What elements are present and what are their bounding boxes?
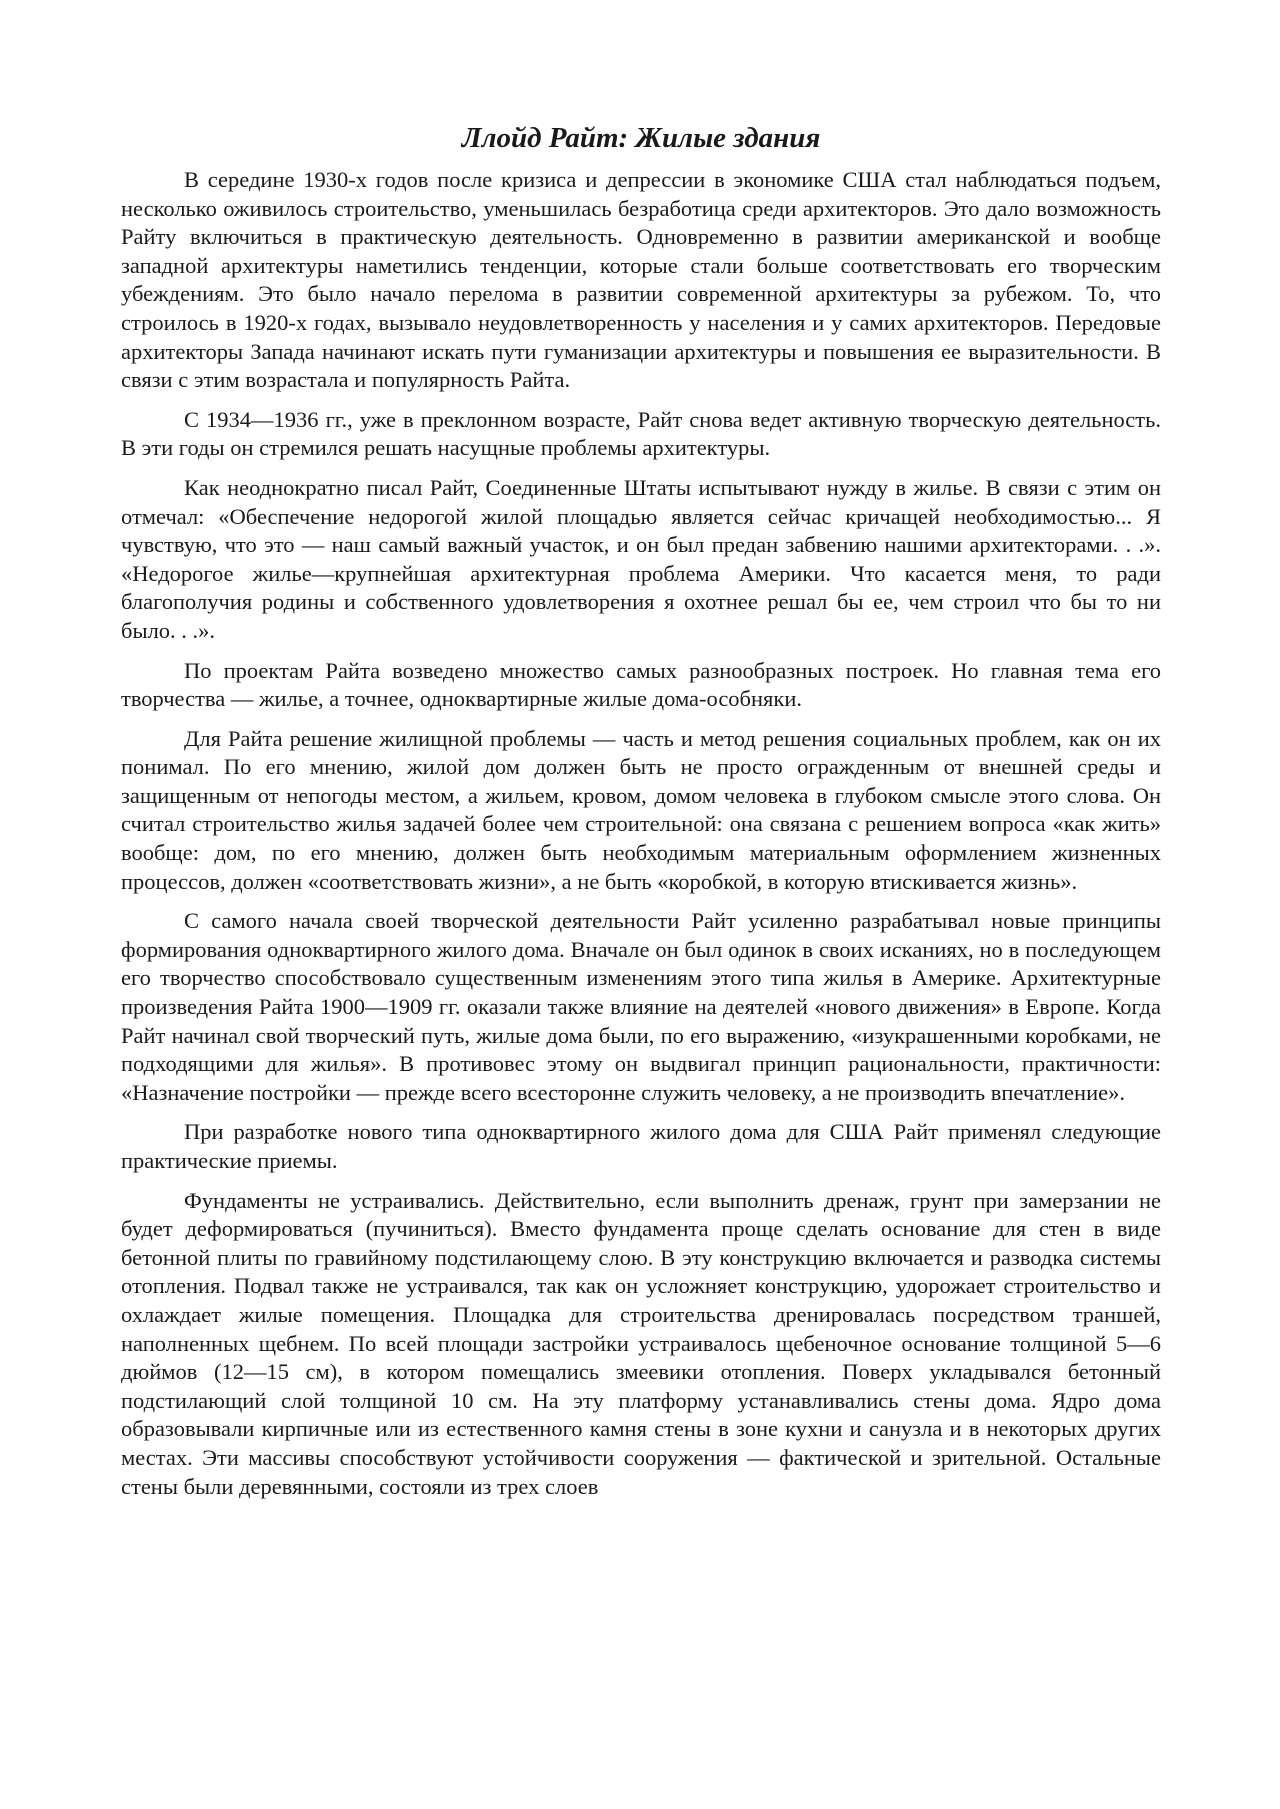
paragraph-8: Фундаменты не устраивались. Действительно, если выполнить дренаж, грунт при замерзании не будет деформироваться (пучиниться). Вместо фундамента проще сделать основание для стен в виде бетонной плиты по гравийному подстилающему слою. В эту конструкцию включается и разводка системы отопления. Подвал также не устраивался, так как он усложняет конструкцию, удорожает строительство и охлаждает жилые помещения. Площадка для строительства дренировалась посредством траншей, наполненных щебнем. По всей площади застройки устраивалось щебеночное основание толщиной 5—6 дюймов (12—15 см), в котором помещались змеевики отопления. Поверх укладывался бетонный подстилающий слой толщиной 10 см. На эту платформу устанавливались стены дома. Ядро дома образовывали кирпичные или из естественного камня стены в зоне кухни и санузла и в некоторых других местах. Эти массивы способствуют устойчивости сооружения — фактической и зрительной. Остальные стены были деревянными, состояли из трех слоев <box>121 1187 1161 1499</box>
document-title: Ллойд Райт: Жилые здания <box>461 122 821 154</box>
paragraph-1: В середине 1930-х годов после кризиса и депрессии в экономике США стал наблюдаться подъем, несколько оживилось строительство, уменьшилась безработица среди архитекторов. Это дало возможность Райту включиться в практическую деятельность. Одновременно в развитии американской и вообще западной архитектуры наметились тенденции, которые стали больше соответствовать его творческим убеждениям. Это было начало перелома в развитии современной архитектуры за рубежом. То, что строилось в 1920-х годах, вызывало неудовлетворенность у населения и у самих архитекторов. Передовые архитекторы Запада начинают искать пути гуманизации архитектуры и повышения ее выразительности. В связи с этим возрастала и популярность Райта. <box>121 167 1161 393</box>
paragraph-4: По проектам Райта возведено множество самых разнообразных построек. Но главная тема его творчества — жилье, а точнее, одноквартирные жилые дома-особняки. <box>121 657 1161 712</box>
paragraph-5: Для Райта решение жилищной проблемы — часть и метод решения социальных проблем, как он их понимал. По его мнению, жилой дом должен быть не просто огражденным от внешней среды и защищенным от непогоды местом, а жильем, кровом, домом человека в глубоком смысле этого слова. Он считал строительство жилья задачей более чем строительной: она связана с решением вопроса «как жить» вообще: дом, по его мнению, должен быть необходимым материальным оформлением жизненных процессов, должен «соответствовать жизни», а не быть «коробкой, в которую втискивается жизнь». <box>121 725 1161 894</box>
paragraph-7: При разработке нового типа одноквартирного жилого дома для США Райт применял следующие практические приемы. <box>121 1119 1161 1173</box>
paragraph-6: С самого начала своей творческой деятельности Райт усиленно разрабатывал новые принципы формирования одноквартирного жилого дома. Вначале он был одинок в своих исканиях, но в последующем его творчество способствовало существенным изменениям этого типа жилья в Америке. Архитектурные произведения Райта 1900—1909 гг. оказали также влияние на деятелей «нового движения» в Европе. Когда Райт начинал свой творческий путь, жилые дома были, по его выражению, «изукрашенными коробками, не подходящими для жилья». В противовес этому он выдвигал принцип рациональности, практичности: «Назначение постройки — прежде всего всесторонне служить человеку, а не производить впечатление». <box>121 908 1161 1105</box>
paragraph-2: С 1934—1936 гг., уже в преклонном возрасте, Райт снова ведет активную творческую деятельность. В эти годы он стремился решать насущные проблемы архитектуры. <box>121 406 1161 461</box>
document-body <box>121 118 1161 1512</box>
paragraph-3: Как неоднократно писал Райт, Соединенные Штаты испытывают нужду в жилье. В связи с этим он отмечал: «Обеспечение недорогой жилой площадью является сейчас кричащей необходимостью... Я чувствую, что это — наш самый важный участок, и он был предан забвению нашими архитекторами. . .». «Недорогое жилье—крупнейшая архитектурная проблема Америки. Что касается меня, то ради благополучия родины и собственного удовлетворения я охотнее решал бы ее, чем строил что бы то ни было. . .». <box>121 474 1161 643</box>
